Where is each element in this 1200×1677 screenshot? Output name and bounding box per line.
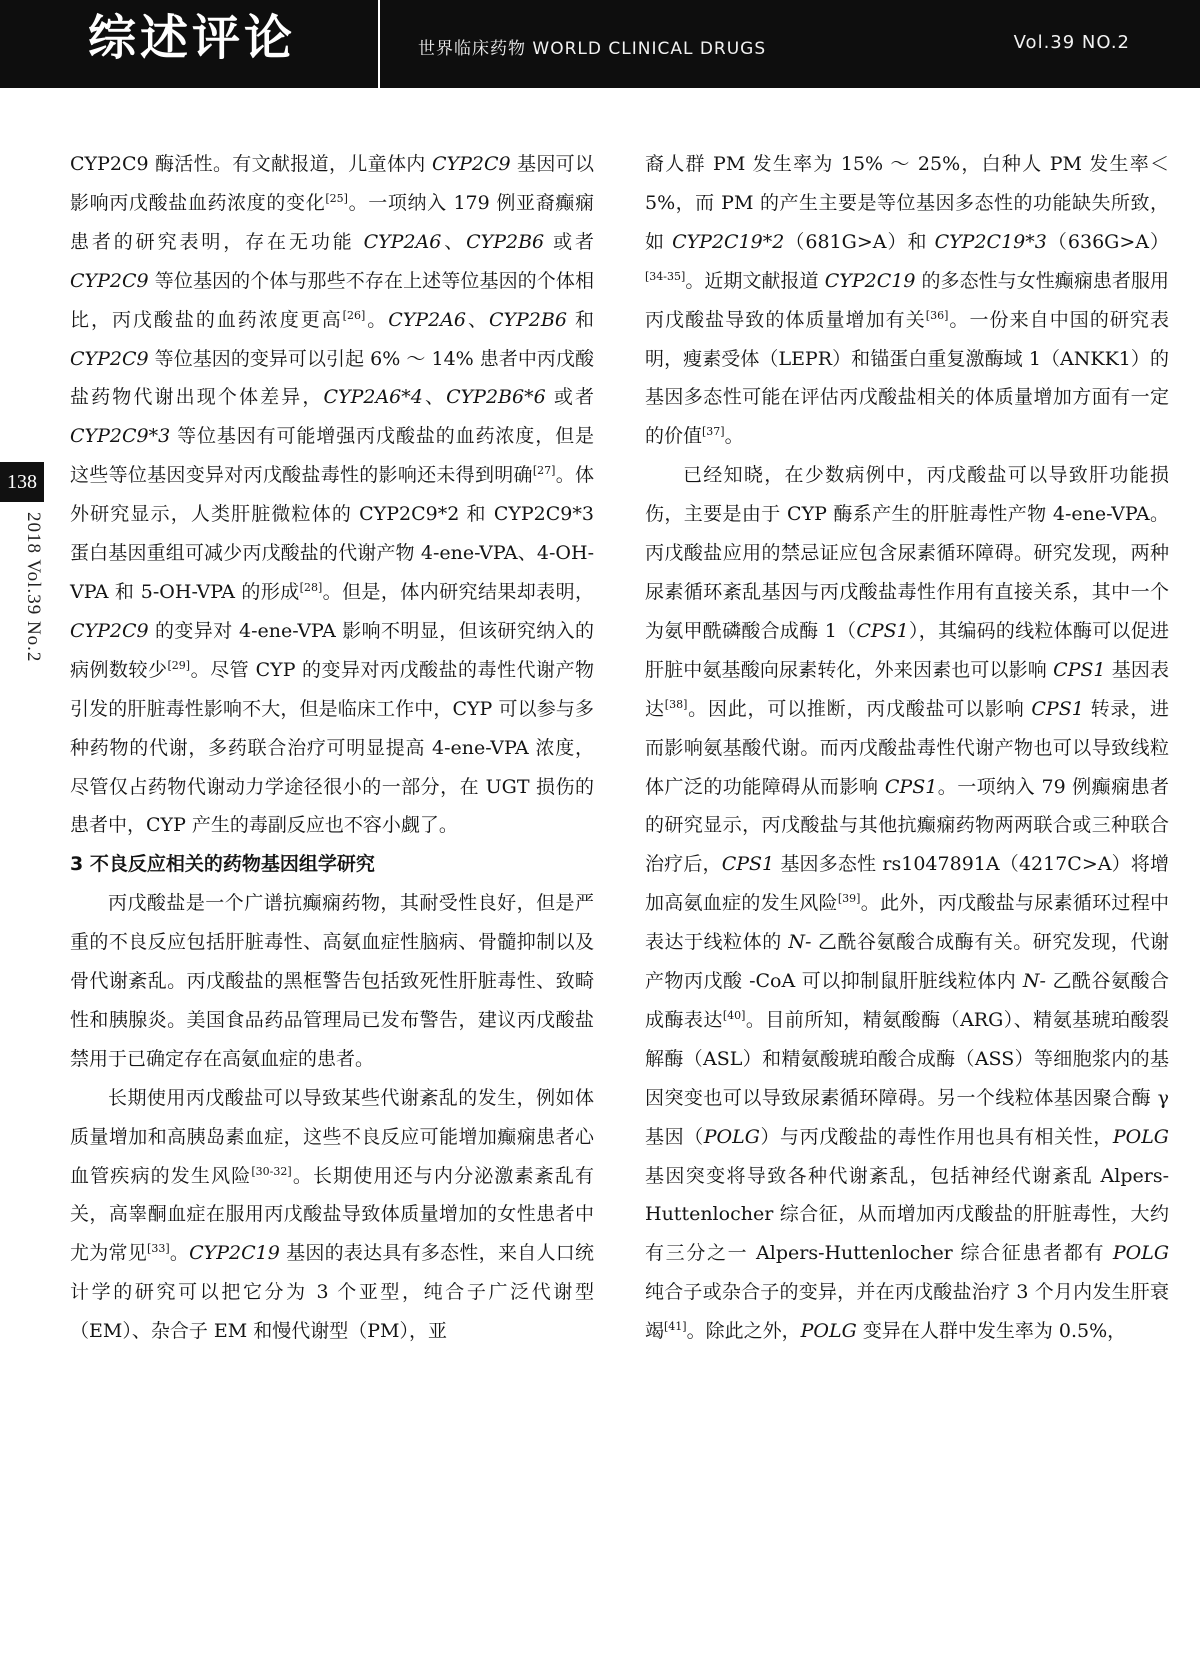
citation-ref: [36] xyxy=(925,308,949,322)
header-divider xyxy=(378,0,380,88)
gene-name: POLG xyxy=(703,1125,760,1148)
section-title: 综述评论 xyxy=(88,10,297,66)
gene-name: N- xyxy=(1022,970,1046,993)
citation-ref: [29] xyxy=(167,658,191,672)
gene-name: POLG xyxy=(1112,1125,1169,1148)
gene-name: CPS1 xyxy=(856,619,909,642)
gene-name: CYP2C9 xyxy=(70,347,149,370)
gene-name: CYP2C9 xyxy=(70,269,149,292)
citation-ref: [38] xyxy=(664,697,688,711)
paragraph: 已经知晓，在少数病例中，丙戊酸盐可以导致肝功能损伤，主要是由于 CYP 酶系产生的肝脏毒性产物 4-ene-VPA。丙戊酸盐应用的禁忌证应包含尿素循环障碍。研究发现，两种尿素循环紊乱基因与丙戊酸盐毒性作用有直接关系，其中一个为氨甲酰磷酸合成酶 1（CPS1），其编码的线粒体酶可以促进肝脏中氨基酸向尿素转化，外来因素也可以影响 CPS1 基因表达[38]。因此，可以推断，丙戊酸盐可以影响 CPS1 转录，进而影响氨基酸代谢。而丙戊酸盐毒性代谢产物也可以导致线粒体广泛的功能障碍从而影响 CPS1。一项纳入 79 例癫痫患者的研究显示，丙戊酸盐与其他抗癫痫药物两两联合或三种联合治疗后，CPS1 基因多态性 rs1047891A（4217C>A）将增加高氨血症的发生风险[39]。此外，丙戊酸盐与尿素循环过程中表达于线粒体的 N- 乙酰谷氨酸合成酶有关。研究发现，代谢产物丙戊酸 -CoA 可以抑制鼠肝脏线粒体内 N- 乙酰谷氨酸合成酶表达[40]。目前所知，精氨酸酶（ARG）、精氨基琥珀酸裂解酶（ASL）和精氨酸琥珀酸合成酶（ASS）等细胞浆内的基因突变也可以导致尿素循环障碍。另一个线粒体基因聚合酶 γ 基因（POLG）与丙戊酸盐的毒性作用也具有相关性，POLG 基因突变将导致各种代谢紊乱，包括神经代谢紊乱 Alpers-Huttenlocher 综合征，从而增加丙戊酸盐的肝脏毒性，大约有三分之一 Alpers-Huttenlocher 综合征患者都有 POLG 纯合子或杂合子的变异，并在丙戊酸盐治疗 3 个月内发生肝衰竭[41]。除此之外，POLG 变异在人群中发生率为 0.5%， xyxy=(645,464,1169,1343)
citation-ref: [34-35] xyxy=(645,269,686,283)
right-column xyxy=(645,145,1169,1351)
journal-name: 世界临床药物 WORLD CLINICAL DRUGS xyxy=(418,39,767,59)
gene-name: CYP2B6*6 xyxy=(446,386,546,409)
paragraph: 裔人群 PM 发生率为 15% ～ 25%，白种人 PM 发生率＜ 5%，而 PM 的产生主要是等位基因多态性的功能缺失所致，如 CYP2C19*2（681G>A）和 CYP2C19*3（636G>A）[34-35]。近期文献报道 CYP2C19 的多态性与女性癫痫患者服用丙戊酸盐导致的体质量增加有关[36]。一份来自中国的研究表明，瘦素受体（LEPR）和锚蛋白重复激酶域 1（ANKK1）的基因多态性可能在评估丙戊酸盐相关的体质量增加方面有一定的价值[37]。 xyxy=(645,153,1170,448)
gene-name: CPS1 xyxy=(884,775,938,798)
gene-name: CPS1 xyxy=(721,853,775,876)
paragraph: CYP2C9 酶活性。有文献报道，儿童体内 CYP2C9 基因可以影响丙戊酸盐血药浓度的变化[25]。一项纳入 179 例亚裔癫痫患者的研究表明，存在无功能 CYP2A6、CYP2B6 或者 CYP2C9 等位基因的个体与那些不存在上述等位基因的个体相比，丙戊酸盐的血药浓度更高[26]。CYP2A6、CYP2B6 和 CYP2C9 等位基因的变异可以引起 6% ～ 14% 患者中丙戊酸盐药物代谢出现个体差异，CYP2A6*4、CYP2B6*6 或者 CYP2C9*3 等位基因有可能增强丙戊酸盐的血药浓度，但是这些等位基因变异对丙戊酸盐毒性的影响还未得到明确[27]。体外研究显示，人类肝脏微粒体的 CYP2C9*2 和 CYP2C9*3 蛋白基因重组可减少丙戊酸盐的代谢产物 4-ene-VPA、4-OH-VPA 和 5-OH-VPA 的形成[28]。但是，体内研究结果却表明，CYP2C9 的变异对 4-ene-VPA 影响不明显，但该研究纳入的病例数较少[29]。尽管 CYP 的变异对丙戊酸盐的毒性代谢产物引发的肝脏毒性影响不大，但是临床工作中，CYP 可以参与多种药物的代谢，多药联合治疗可明显提高 4-ene-VPA 浓度，尽管仅占药物代谢动力学途径很小的一部分，在 UGT 损伤的患者中，CYP 产生的毒副反应也不容小觑了。 xyxy=(70,153,594,837)
gene-name: CPS1 xyxy=(1053,658,1106,681)
gene-name: CYP2A6*4 xyxy=(323,386,423,409)
gene-name: CYP2C9 xyxy=(432,153,511,175)
gene-name: CYP2C19*2 xyxy=(672,230,785,253)
gene-name: N- xyxy=(788,931,812,954)
gene-name: CYP2C19*3 xyxy=(934,230,1047,253)
paragraph: 丙戊酸盐是一个广谱抗癫痫药物，其耐受性良好，但是严重的不良反应包括肝脏毒性、高氨血症性脑病、骨髓抑制以及骨代谢紊乱。丙戊酸盐的黑框警告包括致死性肝脏毒性、致畸性和胰腺炎。美国食品药品管理局已发布警告，建议丙戊酸盐禁用于已确定存在高氨血症的患者。 xyxy=(70,892,594,1070)
journal-header xyxy=(0,0,1200,88)
gene-name: CYP2C9*3 xyxy=(70,425,171,448)
citation-ref: [37] xyxy=(702,425,725,439)
gene-name: CYP2A6 xyxy=(388,308,466,331)
citation-ref: [30-32] xyxy=(251,1164,292,1178)
side-issue-label: 2018 Vol.39 No.2 xyxy=(23,512,44,663)
citation-ref: [28] xyxy=(299,580,323,594)
page-number-tab: 138 xyxy=(0,462,44,502)
gene-name: CYP2C19 xyxy=(824,269,916,292)
citation-ref: [41] xyxy=(664,1320,687,1334)
section-heading: 3 不良反应相关的药物基因组学研究 xyxy=(70,853,375,876)
issue-label: Vol.39 NO.2 xyxy=(1013,32,1130,53)
gene-name: CYP2B6 xyxy=(488,308,567,331)
citation-ref: [40] xyxy=(722,1008,746,1022)
citation-ref: [25] xyxy=(325,191,348,205)
gene-name: POLG xyxy=(1112,1242,1169,1265)
paragraph: 长期使用丙戊酸盐可以导致某些代谢紊乱的发生，例如体质量增加和高胰岛素血症，这些不良反应可能增加癫痫患者心血管疾病的发生风险[30-32]。长期使用还与内分泌激素紊乱有关，高睾酮血症在服用丙戊酸盐导致体质量增加的女性患者中尤为常见[33]。CYP2C19 基因的表达具有多态性，来自人口统计学的研究可以把它分为 3 个亚型，纯合子广泛代谢型（EM）、杂合子 EM 和慢代谢型（PM），亚 xyxy=(70,1086,594,1343)
citation-ref: [26] xyxy=(342,308,366,322)
gene-name: CYP2B6 xyxy=(466,230,545,253)
gene-name: CYP2C9 xyxy=(70,619,149,642)
gene-name: CYP2A6 xyxy=(363,230,442,253)
citation-ref: [39] xyxy=(837,892,861,906)
left-column xyxy=(70,145,594,1351)
citation-ref: [27] xyxy=(532,464,556,478)
gene-name: POLG xyxy=(800,1320,857,1343)
gene-name: CPS1 xyxy=(1031,697,1084,720)
citation-ref: [33] xyxy=(147,1242,170,1256)
gene-name: CYP2C19 xyxy=(189,1242,280,1265)
